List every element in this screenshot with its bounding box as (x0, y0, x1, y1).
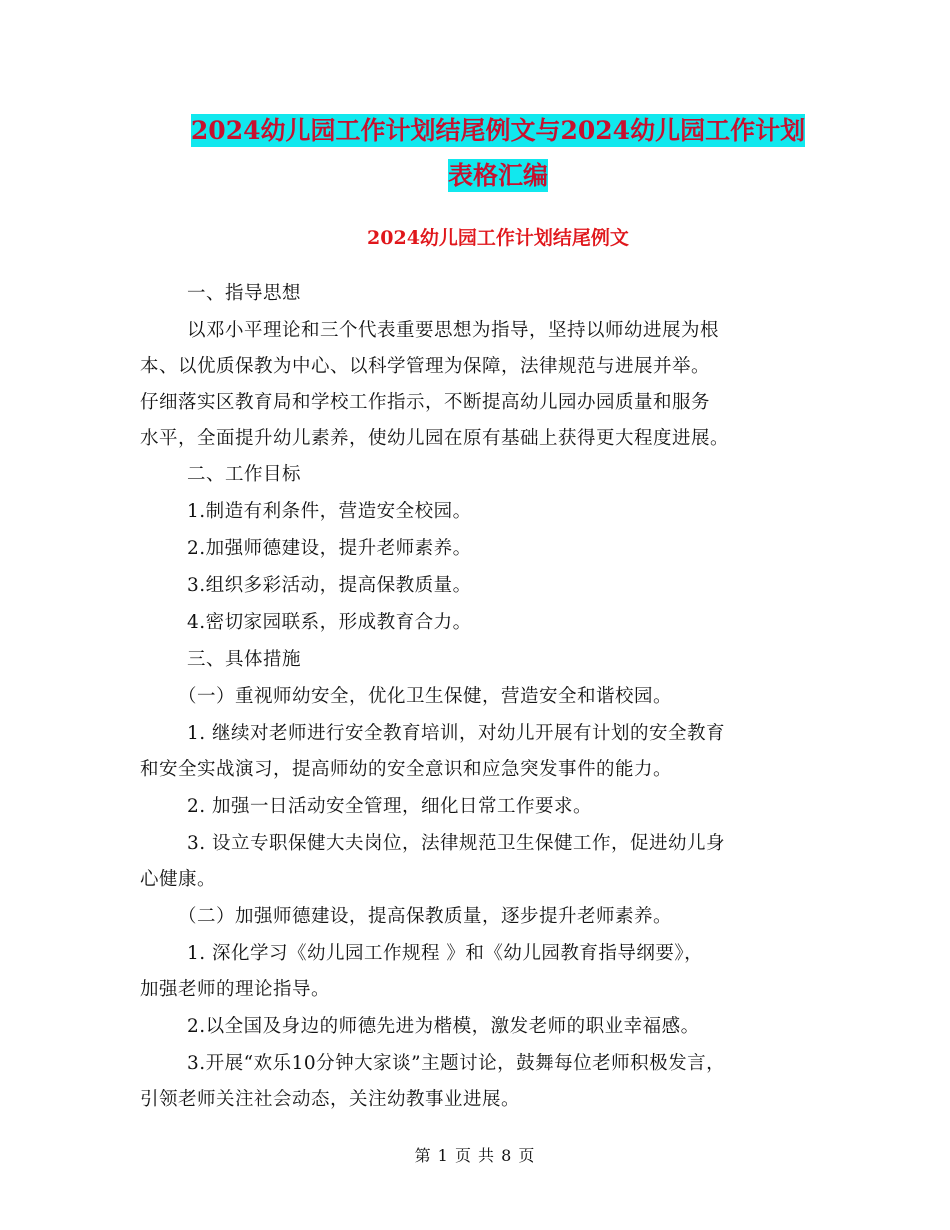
paragraph-line: 本、以优质保教为中心、以科学管理为保障，法律规范与进展并举。 (140, 356, 711, 377)
paragraph-line: 1. 深化学习《幼儿园工作规程 》和《幼儿园教育指导纲要》， (187, 943, 704, 964)
paragraph-line: 1. 继续对老师进行安全教育培训，对幼儿开展有计划的安全教育 (187, 723, 726, 744)
paragraph-line: 3.开展“欢乐10分钟大家谈”主题讨论，鼓舞每位老师积极发言， (187, 1053, 726, 1074)
subheading: （一）重视师幼安全，优化卫生保健，营造安全和谐校园。 (178, 686, 673, 707)
heading-work-goals: 二、工作目标 (187, 464, 302, 485)
paragraph-line: 和安全实战演习，提高师幼的安全意识和应急突发事件的能力。 (140, 759, 673, 780)
paragraph-line: 心健康。 (140, 869, 217, 890)
paragraph-line: 2.以全国及身边的师德先进为楷模，激发老师的职业幸福感。 (187, 1016, 700, 1037)
paragraph-line: 仔细落实区教育局和学校工作指示，不断提高幼儿园办园质量和服务 (140, 392, 711, 413)
list-item: 1.制造有利条件，营造安全校园。 (187, 501, 472, 522)
document-title-line-1: 2024幼儿园工作计划结尾例文与2024幼儿园工作计划 (190, 116, 806, 145)
paragraph-line: 加强老师的理论指导。 (140, 979, 331, 1000)
heading-specific-measures: 三、具体措施 (187, 649, 302, 670)
section-title: 2024幼儿园工作计划结尾例文 (367, 227, 629, 249)
list-item: 4.密切家园联系，形成教育合力。 (187, 612, 472, 633)
paragraph-line: 水平，全面提升幼儿素养，使幼儿园在原有基础上获得更大程度进展。 (140, 428, 730, 449)
paragraph-line: 2. 加强一日活动安全管理，细化日常工作要求。 (187, 796, 593, 817)
paragraph-line: 3. 设立专职保健大夫岗位，法律规范卫生保健工作，促进幼儿身 (187, 833, 726, 854)
page-footer: 第 1 页 共 8 页 (414, 1146, 536, 1165)
document-title-line-2: 表格汇编 (447, 161, 548, 190)
subheading: （二）加强师德建设，提高保教质量，逐步提升老师素养。 (178, 906, 673, 927)
list-item: 2.加强师德建设，提升老师素养。 (187, 538, 472, 559)
heading-guiding-ideology: 一、指导思想 (187, 283, 302, 304)
list-item: 3.组织多彩活动，提高保教质量。 (187, 575, 472, 596)
paragraph-line: 引领老师关注社会动态，关注幼教事业进展。 (140, 1089, 521, 1110)
paragraph-line: 以邓小平理论和三个代表重要思想为指导，坚持以师幼进展为根 (187, 320, 720, 341)
